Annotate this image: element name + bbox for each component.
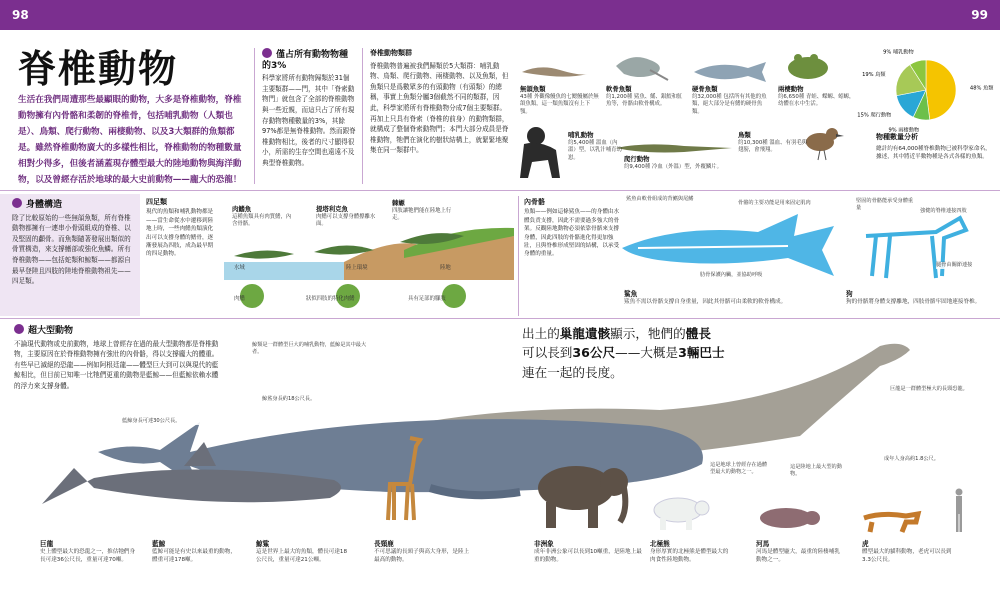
limbs-body: 現代的魚類和哺乳動物都是——當生命從水中遷移到陸地上時，一些肉鰭魚類演化出可以支撐身體的鰭骨，逐漸發展為四肢，成為最早期的四足動物。 — [146, 209, 214, 258]
column-divider — [362, 48, 363, 184]
reptile-label: 爬行動物 約9,400種 冷血（外溫）型，外覆鱗片。 — [624, 155, 723, 170]
bird-label: 鳥類 約10,300種 溫血、有羽毛與翅膀，會飛翔。 — [738, 131, 808, 154]
hippo-illustration — [756, 506, 820, 534]
dinosaur-quote: 出土的巢龍遺骸顯示，牠們的體長 可以長到36公尺——大概是3輛巴士 連在一起的長度。 — [522, 326, 725, 380]
zone-water: 水域 — [234, 265, 245, 271]
page-number-left: 98 — [12, 8, 29, 22]
groups-section — [370, 48, 510, 156]
chimpanzee-illustration — [516, 124, 566, 182]
page-number-right: 99 — [971, 8, 988, 22]
caption-whale-shark: 鯨鯊 這是世界上最大的魚類，體長可達18公尺長，重量可達21公噸。 — [256, 540, 348, 564]
skeleton-title: 身體構造 — [26, 200, 63, 210]
dog-callout-1: 堅固的骨骼能承受身體重量 — [856, 198, 916, 212]
bony-fish-illustration — [690, 60, 770, 84]
evolution-step-3: 棘螈 四肢讓牠們能在陸地上行走。 — [392, 199, 452, 222]
pie-label: 15% 爬行動物 — [857, 112, 892, 119]
page-title: 脊椎動物 — [18, 46, 179, 91]
evolution-step-2: 提塔利克魚 肉鰭可以支撐身體撐離水面。 — [316, 205, 376, 228]
internal-skeleton-section — [524, 198, 620, 259]
species-pie-chart — [857, 48, 994, 136]
pie-slice-魚類 — [926, 60, 956, 120]
limbs-section — [146, 198, 218, 259]
caption-polar-bear: 北極熊 身形厚實的北極熊是體型最大的肉食性陸地動物。 — [650, 540, 729, 564]
internal-title: 內骨骼 — [524, 198, 545, 206]
compare-note-callout: 這是地球上曾經存在過體型最大的動物之一。 — [710, 462, 770, 476]
giraffe-illustration — [380, 434, 430, 524]
shark-callout-2: 骨骼的主要功能是用來固定肌肉 — [738, 200, 818, 207]
dog-callout-3: 腿骨由關節連接 — [936, 262, 986, 269]
polar-bear-illustration — [648, 492, 712, 532]
caption-hippo: 河馬 河馬是體型龐大，最重的陸棲哺乳動物之一。 — [756, 540, 840, 564]
pie-label: 19% 鳥類 — [862, 72, 886, 79]
large-animals-section — [14, 324, 220, 392]
internal-body: 魚類——例如這條鯊魚——的身體由水體負責支撐，因此不需要過多強大的骨架。反觀陸地動物必須依靠骨骼來支撐身體，因此四肢的骨骼進化得更加強壯，且與脊椎形成堅固的結構，以承受身體的重量。 — [524, 209, 620, 258]
caption-elephant: 非洲象 成年非洲公象可以長到10噸重，是陸地上最重的動物。 — [534, 540, 642, 564]
agnathan-label: 無頜魚類 43種 外觀像鰻魚的七鰓鰻屬於無頜魚類，這一類魚類沒有上下顎。 — [520, 85, 599, 115]
skeleton-body: 除了比較原始的一些無頜魚類，所有脊椎動物都擁有一連串小骨頭組成的脊椎、以及堅固的顱骨。而魚類隨著發展出類似的骨質構造，來支撐鰭部或強化魚鱗。所有脊椎動物——包括蛇類和鯨類——都源自最早登陸且四肢的陸地脊椎動物祖先——四足類。 — [12, 213, 131, 286]
section-divider — [0, 190, 1000, 191]
pie-title: 物種數量分析 — [876, 133, 918, 141]
dog-callout-2: 強健的脊椎連接四肢 — [920, 208, 980, 215]
bullet-icon — [12, 198, 22, 208]
pie-body: 總計約有64,000種脊椎動物已被科學家命名，據述，其中將近半數物種是各式各樣的魚類。 — [876, 145, 991, 160]
pie-label: 9% 哺乳動物 — [883, 49, 914, 56]
top-bar — [0, 0, 1000, 30]
skeleton-section — [12, 198, 134, 287]
amphibian-label: 兩棲動物 約6,650種 青蛙、蠑螈、蚓螈，幼體在水中生活。 — [778, 85, 855, 108]
human-note-callout: 成年人身高約1.8公尺。 — [884, 456, 944, 463]
limb-fin-label: 狀似四肢的特化肉鰭 — [306, 296, 355, 302]
column-divider — [254, 48, 255, 184]
mammal-label: 哺乳動物 約5,400種 溫血（內溫）型，以乳汁哺育幼崽。 — [568, 131, 622, 161]
pie-label: 9% 兩棲動物 — [888, 127, 920, 134]
caption-tiger: 虎 體型最大的貓科動物，老虎可以長到3.3公尺長。 — [862, 540, 952, 564]
section-divider — [0, 318, 1000, 319]
intro-text: 生活在我們周遭那些最顯眼的動物，大多是脊椎動物，脊椎動物擁有內骨骼和柔韌的脊椎骨，包括哺乳動物（人類也是）、鳥類、爬行動物、兩棲動物、以及3大類群的魚類都是。雖然脊椎動物廣大的多樣性相比，脊椎動物的物種數量相對少得多，但後者涵蓋現存體型最大的陸地動物與海洋動物，以及曾經存活於地球的最大史前動物——龐大的恐龍！ — [18, 95, 242, 185]
tiger-illustration — [862, 510, 922, 534]
pie-label: 48% 魚類 — [969, 85, 994, 92]
dino-note-callout: 巨龍是一群體型極大的長頸恐龍。 — [890, 386, 970, 393]
percent-body: 科學家將所有動物歸類於31個主要類群——門，其中「脊索動物門」就包含了全部的脊椎動物與一些近親，而這只占了所有現存動物物種數量的3%，其餘97%都是無脊椎動物。然而跟脊椎動物相比，後者的尺寸顯得很小，所需的生存空間也遠遠不及典型脊椎動物。 — [262, 74, 356, 167]
dog-caption: 狗 狗的骨骼將身體支撐離地，四肢骨骼牢固地連接脊椎。 — [846, 290, 981, 306]
evolution-step-1: 肉鰭魚 這種魚類具有肉質鰭，內含骨骼。 — [232, 205, 292, 228]
fin-label: 肉鰭 — [234, 296, 245, 302]
shark-callout-1: 鯊魚由軟骨組成的背鰭與尾鰭 — [626, 196, 706, 203]
caption-giraffe: 長頸鹿 不可思議的長頸子與高大身形，是陸上最高的動物。 — [374, 540, 470, 564]
shark-length-callout: 鯨鯊身長約18公尺長。 — [262, 396, 342, 403]
percent-section — [262, 48, 356, 169]
groups-title: 脊椎動物類群 — [370, 49, 412, 57]
whale-note: 鯨類是一群體型巨大的哺乳動物，藍鯨是其中最大者。 — [252, 342, 372, 356]
pie-svg — [857, 48, 994, 134]
ray-illustration — [610, 50, 670, 84]
percent-title: 僅占所有動物物種的3% — [262, 50, 349, 71]
zone-land: 陸地 — [440, 265, 451, 271]
column-divider — [518, 196, 519, 316]
cartilaginous-label: 軟骨魚類 約1,200種 鯊魚、鰩、銀鮫和魟魚等，骨骼由軟骨構成。 — [606, 85, 683, 108]
elephant-illustration — [532, 452, 632, 532]
bullet-icon — [14, 324, 24, 334]
human-silhouette — [952, 488, 966, 532]
lamprey-illustration — [520, 62, 590, 82]
bullet-icon — [262, 48, 272, 58]
lobe-finned-fish — [234, 250, 294, 258]
caption-blue-whale: 藍鯨 藍鯨可能是有史以來最重的動物，體重可達178噸。 — [152, 540, 236, 564]
bony-fish-label: 硬骨魚類 約32,000種 包括所有其他的魚類，絕大部分是有鰭的硬骨魚類。 — [692, 85, 767, 115]
zone-transition: 陸上環境 — [346, 265, 368, 271]
groups-body: 脊椎動物普遍被我們歸類於5大類群：哺乳動物、鳥類、爬行動物、兩棲動物、以及魚類，但魚類只是爲數眾多的有頭動物（有頭類）的總稱，事實上魚類分屬3個截然不同的類群，因此，科學家將所有脊椎動物分成7個主要類群。再加上只具有脊索（脊椎的前身）的動物類群，就構成了整個脊索動物門；本門大部分成員是脊椎動物，牠們在演化的樹狀結構上，就緊緊地聚集在同一類群中。 — [370, 61, 509, 155]
shark-callout-3: 肋骨保護內臟，並協助呼吸 — [700, 272, 780, 279]
frog-illustration — [784, 50, 832, 82]
whale-length-callout: 藍鯨身長可達30公尺長。 — [122, 418, 202, 425]
dog-skeleton-diagram — [856, 206, 976, 288]
large-title: 超大型動物 — [28, 326, 74, 336]
foot-label: 具有足部的腳肢 — [408, 296, 446, 302]
large-body: 不論現代動物或史前動物，地球上曾經存在過的最大型動物都是脊椎動物，主要原因在於脊椎動物擁有強壯的內骨骼，得以支撐龐大的體重。有些早已滅絕的恐龍——例如阿根廷龍——體型巨大到可以與現代的藍鯨相比，但目前已知唯一比牠們更重的動物是藍鯨——但藍鯨依賴水體的浮力來支撐身體。 — [14, 339, 219, 390]
pie-text — [876, 132, 996, 161]
limbs-title: 四足類 — [146, 198, 167, 206]
whale-shark-illustration — [34, 414, 354, 514]
caption-titanosaur: 巨龍 史上體型最大的恐龍之一，推估牠們身長可達36公尺長，重量可達70噸。 — [40, 540, 136, 564]
shark-caption: 鯊魚 鯊魚不需以骨骼支撐自身重量，因此其骨骼可由柔軟的軟骨構成。 — [624, 290, 787, 306]
elephant-note-callout: 這是陸地上最大型的動物。 — [790, 464, 850, 478]
